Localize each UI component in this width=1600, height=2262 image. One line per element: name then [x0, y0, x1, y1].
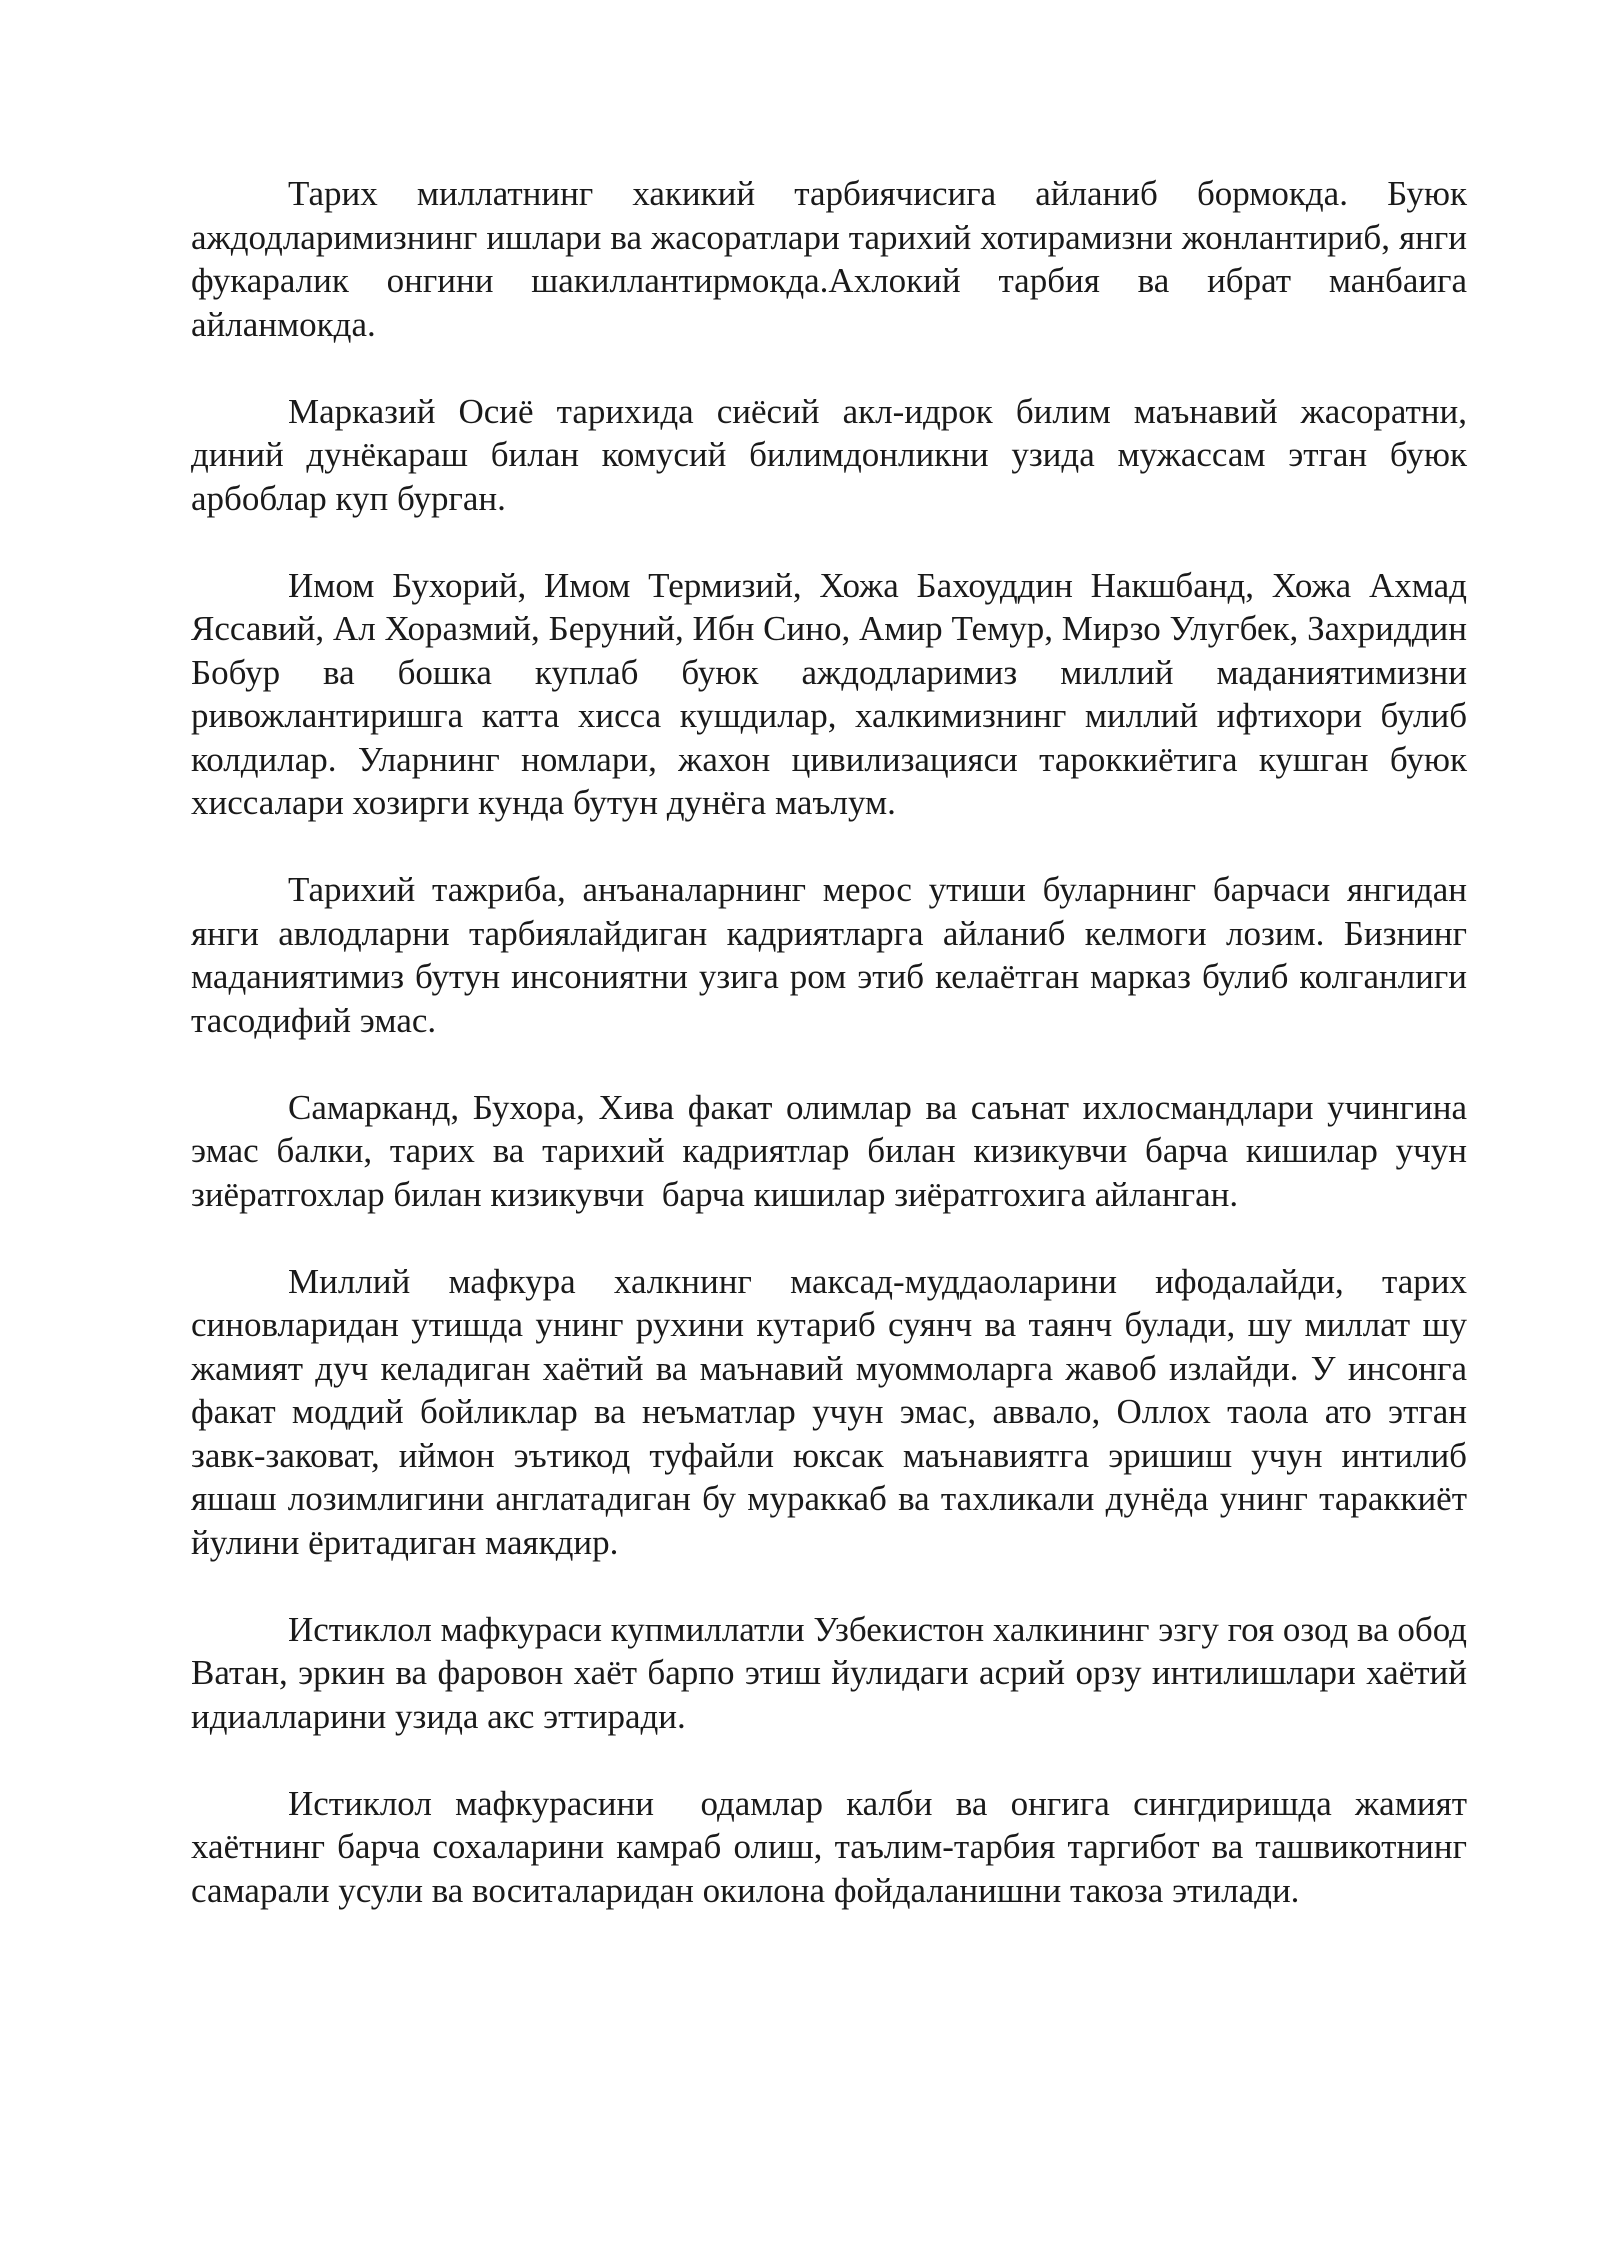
paragraph: Тарих миллатнинг хакикий тарбиячисига айланиб бормокда. Буюк аждодларимизнинг ишлари ва жасоратлари тарихий хотирамизни жонлантириб, янги фукаралик онгини шакиллантирмокда.Ахлокий тарбия ва ибрат манбаига айланмокда. — [191, 174, 1476, 344]
paragraph: Истиклол мафкураси купмиллатли Узбекистон халкининг эзгу гоя озод ва обод Ватан, эркин ва фаровон хаёт барпо этиш йулидаги асрий орзу интилишлари хаётий идиалларини узида акс эттиради. — [191, 1609, 1476, 1736]
paragraph: Тарихий тажриба, анъаналарнинг мерос утиши буларнинг барчаси янгидан янги авлодларни тарбиялайдиган кадриятларга айланиб келмоги лозим. Бизнинг маданиятимиз бутун инсониятни узига ром этиб келаётган марказ булиб колганлиги тасодифий эмас. — [191, 870, 1476, 1040]
document-body — [191, 172, 1485, 1912]
paragraph: Марказий Осиё тарихида сиёсий акл-идрок билим маънавий жасоратни, диний дунёкараш билан комусий билимдонликни узида мужассам этган буюк арбоблар куп бурган. — [191, 391, 1476, 518]
paragraph: Имом Бухорий, Имом Термизий, Хожа Бахоуддин Накшбанд, Хожа Ахмад Яссавий, Ал Хоразмий, Беруний, Ибн Сино, Амир Темур, Мирзо Улугбек, Захриддин Бобур ва бошка куплаб буюк аждодларимиз миллий маданиятимизни ривожлантиришга катта хисса кушдилар, халкимизнинг миллий ифтихори булиб колдилар. Уларнинг номлари, жахон цивилизацияси тароккиётига кушган буюк хиссалари хозирги кунда бутун дунёга маълум. — [191, 565, 1485, 822]
paragraph: Истиклол мафкурасини одамлар калби ва онгига сингдиришда жамият хаётнинг барча сохаларини камраб олиш, таълим-тарбия таргибот ва ташвикотнинг самарали усули ва воситаларидан окилона фойдаланишни такоза этилади. — [191, 1783, 1476, 1910]
paragraph: Самарканд, Бухора, Хива факат олимлар ва саънат ихлосмандлари учингина эмас балки, тарих ва тарихий кадриятлар билан кизикувчи барча кишилар учун зиёратгохлар билан кизикувчи барча кишилар зиёратгохига айланган. — [191, 1087, 1476, 1214]
paragraph: Миллий мафкура халкнинг максад-муддаоларини ифодалайди, тарих синовларидан утишда унинг рухини кутариб суянч ва таянч булади, шу миллат шу жамият дуч келадиган хаётий ва маънавий муоммоларга жавоб излайди. У инсонга факат моддий бойликлар ва неъматлар учун эмас, аввало, Оллох таола ато этган завк-заковат, иймон эътикод туфайли юксак маънавиятга эришиш учун интилиб яшаш лозимлигини англатадиган бу мураккаб ва тахликали дунёда унинг тараккиёт йулини ёритадиган маякдир. — [191, 1261, 1476, 1562]
